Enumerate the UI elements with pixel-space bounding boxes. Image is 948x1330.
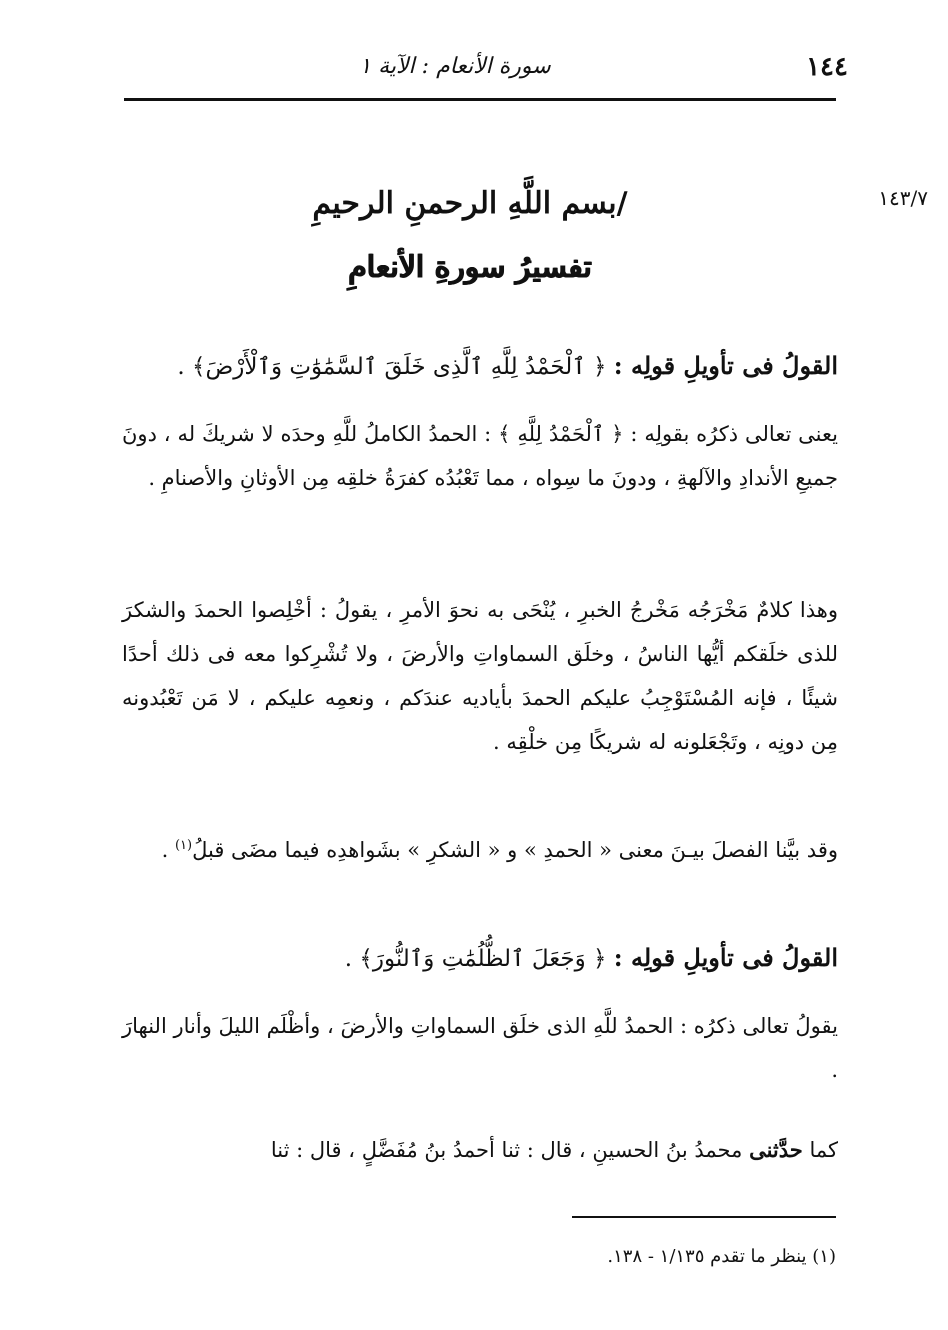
section-heading-2-verse: ﴿ وَجَعَلَ ٱلظُّلُمَٰتِ وَٱلنُّورَ﴾ . <box>344 946 607 972</box>
paragraph-3-text: وقد بيَّنا الفصلَ بيـنَ معنى « الحمدِ » و « الشكرِ » بشَواهدِه فيما مضَى قبلُ <box>192 838 838 862</box>
footnote-marker: (١) <box>174 838 193 853</box>
section-heading-2-lead: القولُ فى تأويلِ قولِه : <box>613 943 838 972</box>
footnote: (١) ينظر ما تقدم ١/١٣٥ - ١٣٨. <box>607 1246 836 1267</box>
paragraph-3 <box>122 824 838 872</box>
page-number: ١٤٤ <box>806 52 848 82</box>
paragraph-5-strong: حدَّثنى <box>749 1137 803 1162</box>
paragraph-1: يعنى تعالى ذكرُه بقولِه : ﴿ ٱلْحَمْدُ لِلَّهِ ﴾ : الحمدُ الكاملُ للَّهِ وحدَه لا شريكَ له ، دونَ جميعِ الأندادِ والآلهةِ ، ودونَ ما سِواه ، مما تَعْبُدُه كفرَةُ خلقِه مِن الأوثانِ والأصنامِ . <box>122 422 838 490</box>
basmala-heading: /بسم اللَّهِ الرحمنِ الرحيمِ <box>312 186 628 221</box>
paragraph-5-pre: كما <box>809 1138 838 1162</box>
surah-title: تفسيرُ سورةِ الأنعامِ <box>348 250 592 285</box>
paragraph-4: يقولُ تعالى ذكرُه : الحمدُ للَّهِ الذى خلَق السماواتِ والأرضَ ، وأظْلَم الليلَ وأنار النهارَ . <box>122 1014 838 1082</box>
section-heading-2 <box>122 936 838 981</box>
paragraph-2: وهذا كلامٌ مَخْرَجُه مَخْرجُ الخبرِ ، يُنْحَى به نحوَ الأمرِ ، يقولُ : أخْلِصوا الحمدَ والشكرَ للذى خلَقكم أيُّها الناسُ ، وخلَق السماواتِ والأرضَ ، ولا تُشْرِكوا معه فى ذلك أحدًا شيئًا ، فإنه المُسْتَوْجِبُ عليكم الحمدَ بأياديه عندَكم ، ونعمِه عليكم ، لا مَن تَعْبُدونه مِن دونِه ، وتَجْعَلونه له شريكًا مِن خلْقِه . <box>122 598 838 754</box>
paragraph-5 <box>122 1128 838 1172</box>
paragraph-5-post: محمدُ بنُ الحسينِ ، قال : ثنا أحمدُ بنُ مُفَضَّلٍ ، قال : ثنا <box>270 1138 743 1162</box>
section-heading-1-lead: القولُ فى تأويلِ قولِه : <box>613 351 838 380</box>
footnote-rule <box>572 1216 836 1218</box>
section-heading-1 <box>122 344 838 389</box>
header-rule <box>124 98 836 101</box>
section-heading-1-verse: ﴿ ٱلْحَمْدُ لِلَّهِ ٱلَّذِى خَلَقَ ٱلسَّمَٰوَٰتِ وَٱلْأَرْضَ﴾ . <box>177 354 607 380</box>
running-head: سورة الأنعام : الآية ١ <box>359 54 551 79</box>
margin-reference: ١٤٣/٧ <box>878 186 928 210</box>
paragraph-3-end: . <box>161 838 175 862</box>
